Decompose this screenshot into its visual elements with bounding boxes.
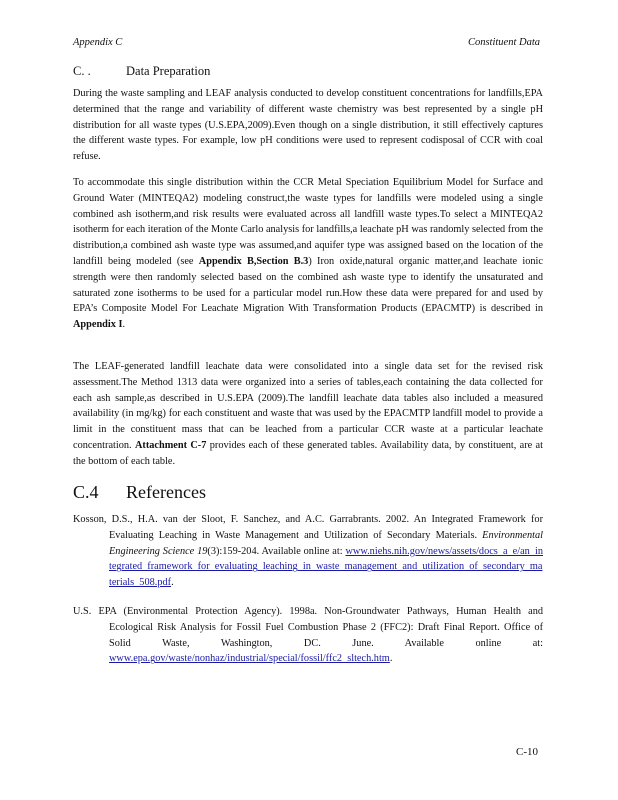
reference-1-link[interactable]: www.niehs.nih.gov/news/assets/docs_a_e/an_integrated_framework_for_evaluating_leaching_in_waste_management_and_utilization_of_secondary_materials_508.pdf — [109, 545, 543, 589]
paragraph-2-text-b: ) Iron oxide,natural organic matter,and leachate ionic strength were then randomly selected based on the combined ash waste type to identify the unsaturated and saturated zone isotherms to be used for a particular model run.How these data were prepared for and used by EPA’s Composite Model For Leachate Migration With Transformation Products (EPACMTP) is described in — [73, 255, 543, 315]
reference-2-text-a: U.S. EPA (Environmental Protection Agency). 1998a. Non-Groundwater Pathways, Human Health and Ecological Risk Analysis for Fossil Fuel Combustion Phase 2 (FFC2): Draft Final Report. Office of Solid Waste, Washington, DC. June. Available online at: — [73, 606, 543, 649]
appendix-i-reference: Appendix I — [73, 319, 123, 331]
reference-epa-1998a — [73, 604, 543, 667]
paragraph-2 — [73, 175, 543, 333]
reference-2-link[interactable]: www.epa.gov/waste/nonhaz/industrial/special/fossil/ffc2_sltech.htm — [109, 653, 390, 665]
reference-1-journal: Environmental Engineering Science 19 — [109, 529, 543, 557]
section-number: C. . — [73, 64, 91, 78]
reference-1-text-b: (3):159-204. Available online at: — [207, 545, 346, 557]
appendix-b-reference: Appendix B,Section B.3 — [198, 255, 309, 267]
attachment-c7-reference: Attachment C-7 — [134, 439, 207, 451]
reference-kosson-2002 — [73, 512, 543, 591]
paragraph-1: During the waste sampling and LEAF analysis conducted to develop constituent concentrations for landfills,EPA determined that the range and variability of different waste chemistry was best represented by a single pH distribution for all waste types (U.S.EPA,2009).Even though on a single distribution, it still effectively captures the different waste types. For example, low pH conditions were used to represent codisposal of CCR with coal refuse. — [73, 88, 543, 163]
paragraph-3 — [73, 359, 543, 470]
reference-1-text-c: . — [171, 577, 174, 589]
paragraph-3-text-b: provides each of these generated tables. Availability data, by constituent, are at the bottom of each table. — [73, 439, 543, 467]
paragraph-3-text-a: The LEAF-generated landfill leachate data were consolidated into a single data set for the revised risk assessment.The Method 1313 data were organized into a series of tables,each containing the data collected for each ash sample,as described in U.S.EPA (2009).The landfill leachate data tables also included a measured availability (in mg/kg) for each constituent and waste that was used by the EPACMTP landfill model to provide a limit in the constituent mass that can be leached from a particular CCR waste at a particular leachate concentration. — [73, 361, 543, 451]
reference-2-text-b: . — [389, 653, 393, 665]
references-heading — [73, 482, 206, 503]
references-title: References — [126, 482, 206, 502]
running-header-right: Constituent Data — [467, 37, 540, 48]
reference-1-text-a: Kosson, D.S., H.A. van der Sloot, F. Sanchez, and A.C. Garrabrants. 2002. An Integrated Framework for Evaluating Leaching in Waste Management and Utilization of Secondary Materials. — [73, 514, 543, 541]
references-number: C.4 — [73, 482, 99, 502]
paragraph-2-text-a: To accommodate this single distribution within the CCR Metal Speciation Equilibrium Model for Surface and Ground Water (MINTEQA2) modeling construct,the waste types for landfills were modeled using a single combined ash isotherm,and risk results were evaluated across all landfill waste types.To select a MINTEQA2 isotherm for each iteration of the Monte Carlo analysis for landfills,a leachate pH was randomly selected from the distribution,a combined ash waste type was assumed,and aquifer type was assigned based on the location of the landfill being modeled (see — [73, 177, 543, 267]
paragraph-2-text-c: . — [122, 319, 126, 331]
page-number: C-10 — [516, 746, 538, 758]
section-heading — [73, 64, 210, 79]
running-header-left: Appendix C — [73, 37, 123, 48]
section-title: Data Preparation — [126, 64, 211, 78]
